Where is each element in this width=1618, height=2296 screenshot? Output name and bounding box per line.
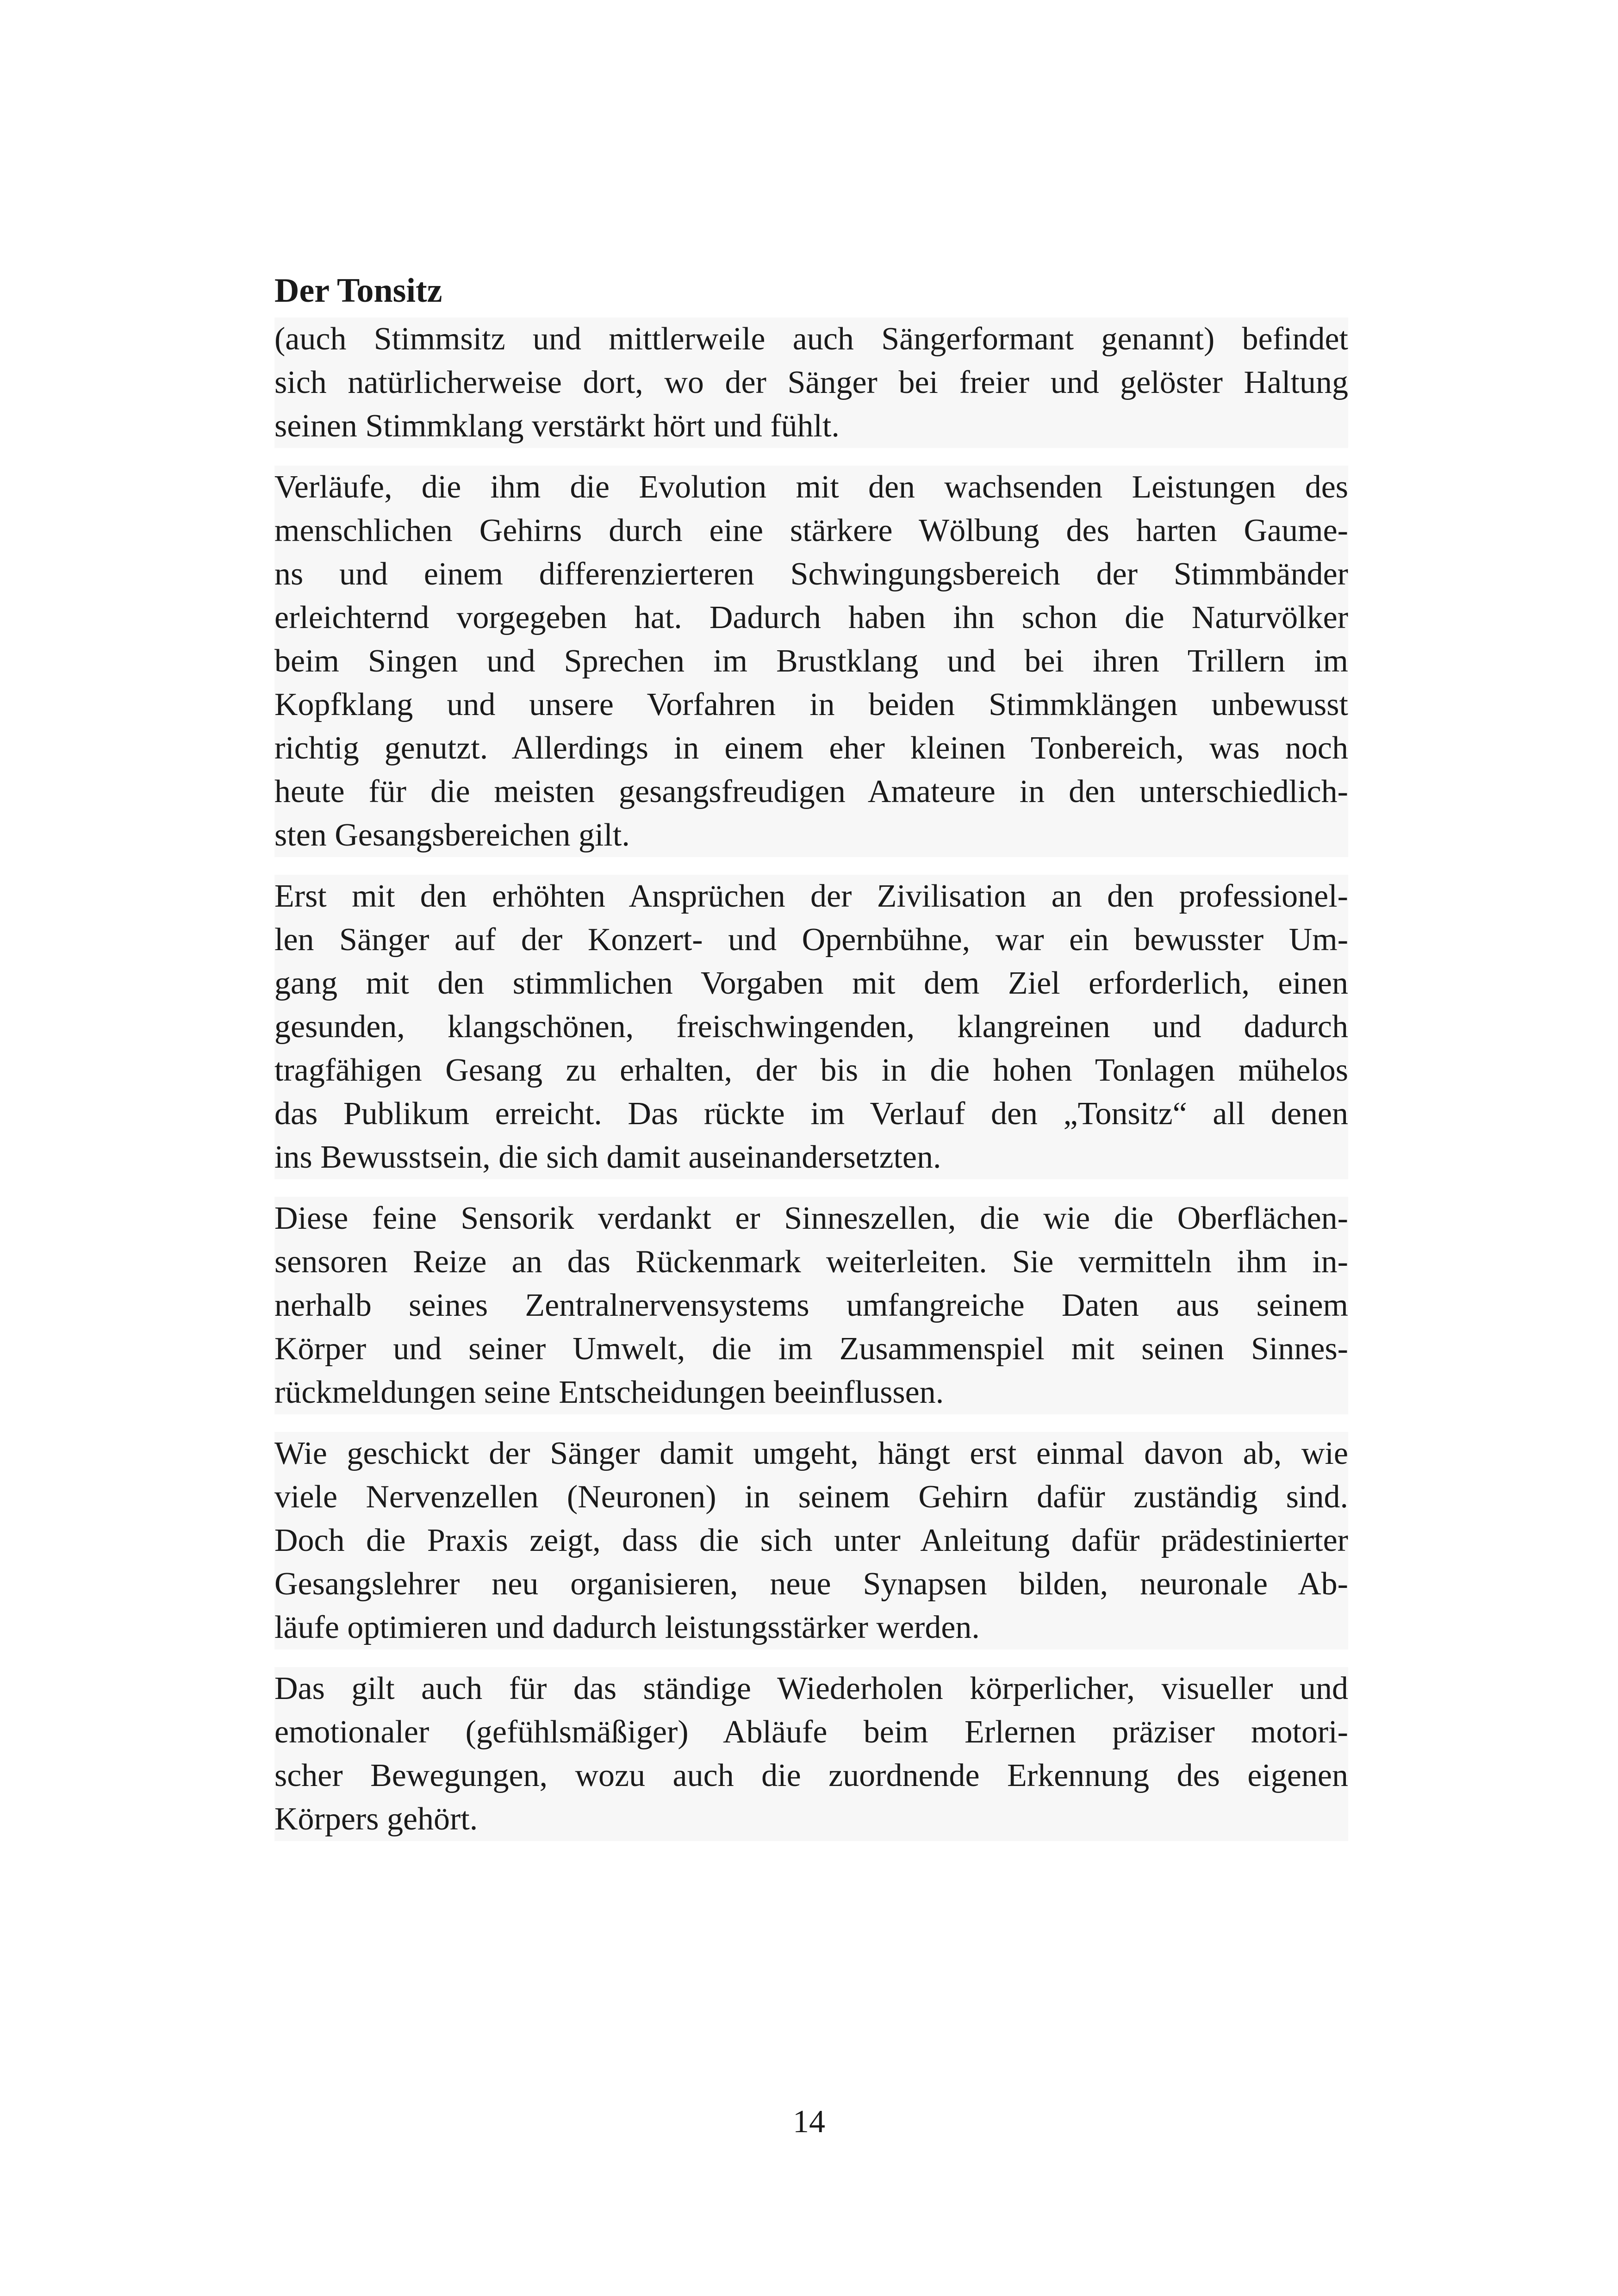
- text-line: Doch die Praxis zeigt, dass die sich unter Anleitung dafür prädestinierter: [274, 1519, 1348, 1562]
- text-line: (auch Stimmsitz und mittlerweile auch Sängerformant genannt) befindet: [274, 317, 1348, 361]
- paragraph-3: [274, 875, 1348, 1179]
- text-line: seinen Stimmklang verstärkt hört und fühlt.: [274, 404, 1348, 448]
- text-line: Kopfklang und unsere Vorfahren in beiden Stimmklängen unbewusst: [274, 683, 1348, 727]
- text-line: Körper und seiner Umwelt, die im Zusammenspiel mit seinen Sinnes-: [274, 1327, 1348, 1371]
- page-number: 14: [793, 2104, 825, 2140]
- text-line: läufe optimieren und dadurch leistungsstärker werden.: [274, 1606, 1348, 1649]
- text-line: nerhalb seines Zentralnervensystems umfangreiche Daten aus seinem: [274, 1284, 1348, 1327]
- paragraph-4: [274, 1197, 1348, 1414]
- text-line: menschlichen Gehirns durch eine stärkere Wölbung des harten Gaume-: [274, 509, 1348, 553]
- text-line: Körpers gehört.: [274, 1798, 1348, 1841]
- text-line: len Sänger auf der Konzert- und Opernbühne, war ein bewusster Um-: [274, 918, 1348, 962]
- paragraph-5: [274, 1432, 1348, 1649]
- text-line: emotionaler (gefühlsmäßiger) Abläufe beim Erlernen präziser motori-: [274, 1711, 1348, 1754]
- text-line: Erst mit den erhöhten Ansprüchen der Zivilisation an den professionel-: [274, 875, 1348, 918]
- section-heading: Der Tonsitz: [274, 272, 442, 310]
- text-line: das Publikum erreicht. Das rückte im Verlauf den „Tonsitz“ all denen: [274, 1092, 1348, 1136]
- paragraph-2: [274, 466, 1348, 857]
- text-line: Diese feine Sensorik verdankt er Sinneszellen, die wie die Oberflächen-: [274, 1197, 1348, 1240]
- paragraph-1: [274, 317, 1348, 448]
- text-line: Verläufe, die ihm die Evolution mit den wachsenden Leistungen des: [274, 466, 1348, 509]
- text-line: sensoren Reize an das Rückenmark weiterleiten. Sie vermitteln ihm in-: [274, 1240, 1348, 1284]
- text-line: Das gilt auch für das ständige Wiederholen körperlicher, visueller und: [274, 1667, 1348, 1711]
- text-line: viele Nervenzellen (Neuronen) in seinem Gehirn dafür zuständig sind.: [274, 1475, 1348, 1519]
- text-line: richtig genutzt. Allerdings in einem eher kleinen Tonbereich, was noch: [274, 727, 1348, 770]
- text-line: beim Singen und Sprechen im Brustklang und bei ihren Trillern im: [274, 640, 1348, 683]
- text-line: ns und einem differenzierteren Schwingungsbereich der Stimmbänder: [274, 553, 1348, 596]
- text-block: [274, 268, 1348, 1859]
- text-line: sich natürlicherweise dort, wo der Sänger bei freier und gelöster Haltung: [274, 361, 1348, 404]
- text-line: heute für die meisten gesangsfreudigen Amateure in den unterschiedlich-: [274, 770, 1348, 814]
- text-line: rückmeldungen seine Entscheidungen beeinflussen.: [274, 1371, 1348, 1414]
- text-line: Gesangslehrer neu organisieren, neue Synapsen bilden, neuronale Ab-: [274, 1562, 1348, 1606]
- text-line: sten Gesangsbereichen gilt.: [274, 814, 1348, 857]
- text-line: gesunden, klangschönen, freischwingenden, klangreinen und dadurch: [274, 1005, 1348, 1049]
- paragraph-6: [274, 1667, 1348, 1841]
- text-line: ins Bewusstsein, die sich damit auseinandersetzten.: [274, 1136, 1348, 1179]
- text-line: erleichternd vorgegeben hat. Dadurch haben ihn schon die Naturvölker: [274, 596, 1348, 640]
- text-line: scher Bewegungen, wozu auch die zuordnende Erkennung des eigenen: [274, 1754, 1348, 1798]
- text-line: tragfähigen Gesang zu erhalten, der bis in die hohen Tonlagen mühelos: [274, 1049, 1348, 1092]
- text-line: Wie geschickt der Sänger damit umgeht, hängt erst einmal davon ab, wie: [274, 1432, 1348, 1475]
- text-line: gang mit den stimmlichen Vorgaben mit dem Ziel erforderlich, einen: [274, 962, 1348, 1005]
